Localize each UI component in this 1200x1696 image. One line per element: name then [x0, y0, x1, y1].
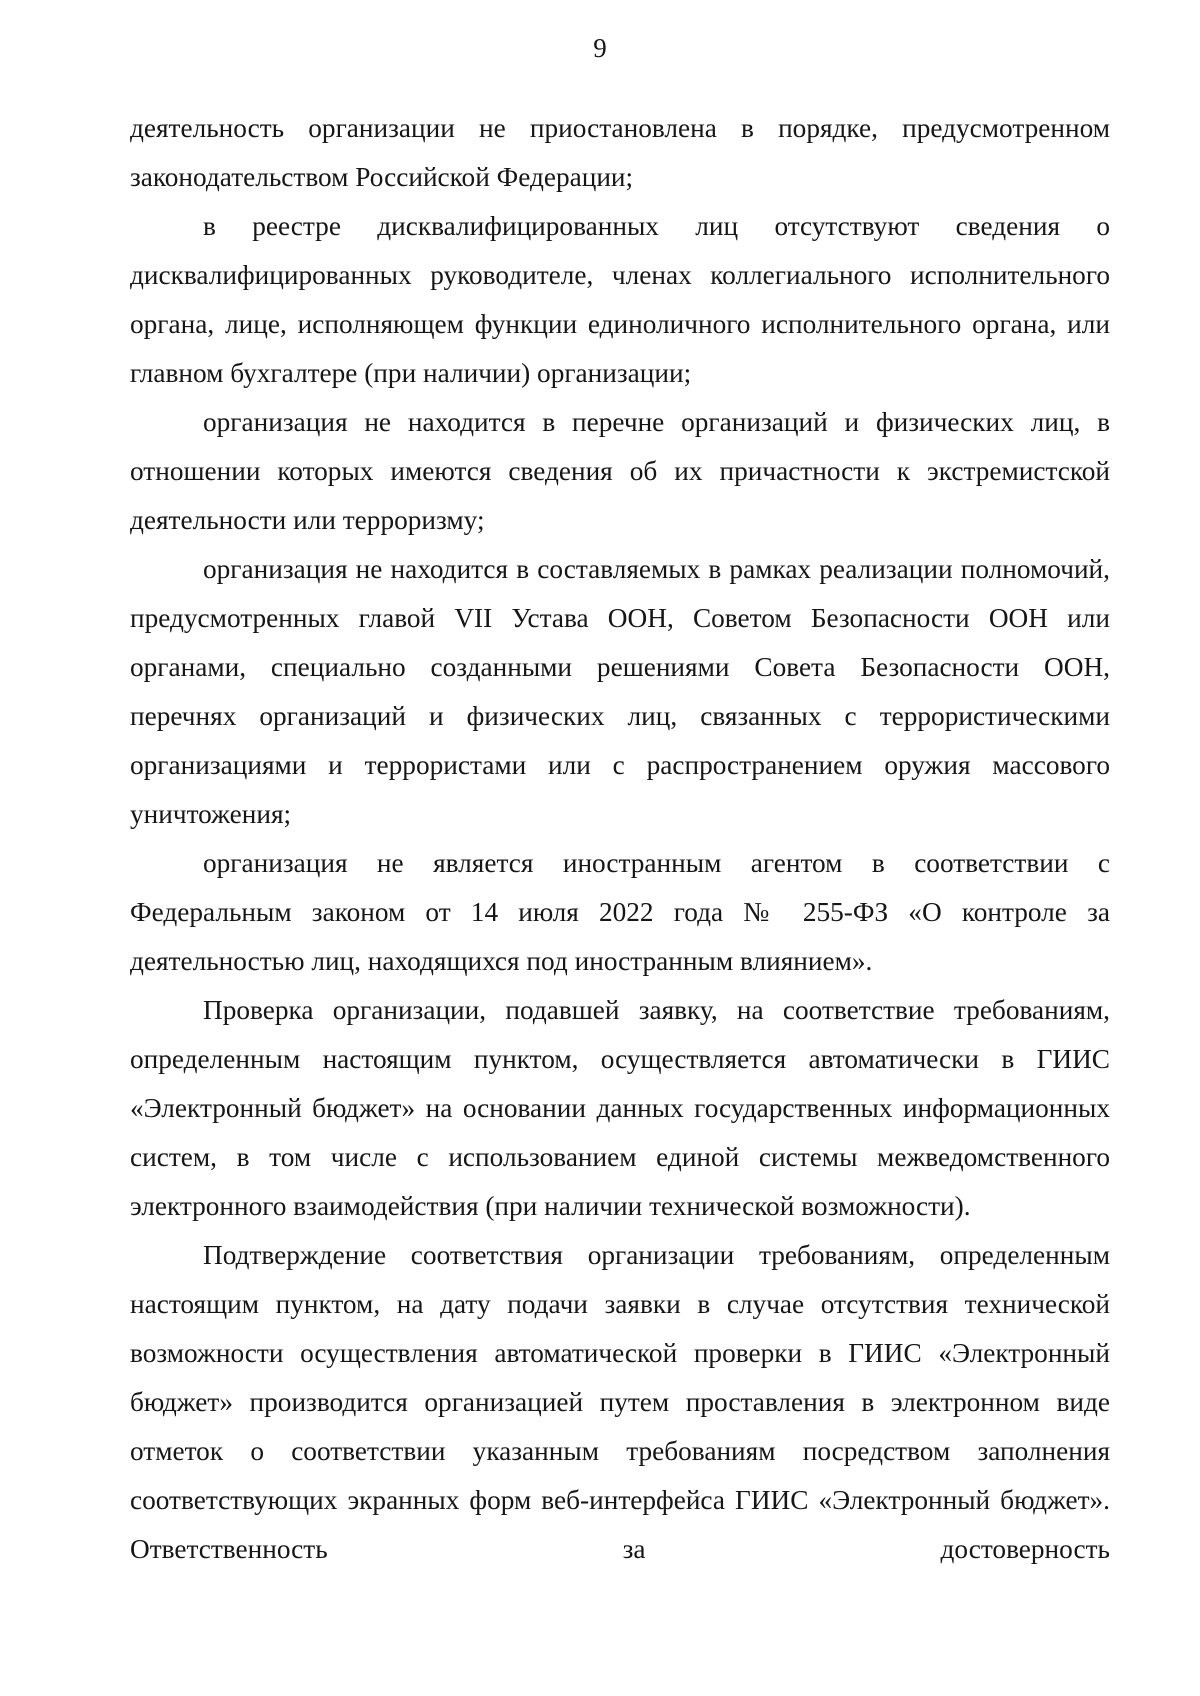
page-number: 9	[593, 33, 607, 63]
paragraph-6: Проверка организации, подавшей заявку, на соответствие требованиям, определенным настоящим пунктом, осуществляется автоматически в ГИИС «Электронный бюджет» на основании данных государственных информационных систем, в том числе с использованием единой системы межведомственного электронного взаимодействия (при наличии технической возможности).	[130, 995, 1110, 1221]
paragraph-3: организация не находится в перечне организаций и физических лиц, в отношении которых имеются сведения об их причастности к экстремистской деятельности или терроризму;	[130, 407, 1110, 535]
paragraph-1: деятельность организации не приостановлена в порядке, предусмотренном законодательством Российской Федерации;	[130, 113, 1110, 192]
paragraph-7: Подтверждение соответствия организации требованиям, определенным настоящим пунктом, на дату подачи заявки в случае отсутствия технической возможности осуществления автоматической проверки в ГИИС «Электронный бюджет» производится организацией путем проставления в электронном виде отметок о соответствии указанным требованиям посредством заполнения соответствующих экранных форм веб-интерфейса ГИИС «Электронный бюджет». Ответственность за достоверность	[130, 1240, 1110, 1564]
document-body	[130, 104, 1110, 1574]
paragraph-4: организация не находится в составляемых в рамках реализации полномочий, предусмотренных главой VII Устава ООН, Советом Безопасности ООН или органами, специально созданными решениями Совета Безопасности ООН, перечнях организаций и физических лиц, связанных с террористическими организациями и террористами или с распространением оружия массового уничтожения;	[130, 554, 1110, 829]
paragraph-5: организация не является иностранным агентом в соответствии с Федеральным законом от 14 июля 2022 года № 255-ФЗ «О контроле за деятельностью лиц, находящихся под иностранным влиянием».	[130, 848, 1110, 976]
paragraph-2: в реестре дисквалифицированных лиц отсутствуют сведения о дисквалифицированных руководителе, членах коллегиального исполнительного органа, лице, исполняющем функции единоличного исполнительного органа, или главном бухгалтере (при наличии) организации;	[130, 211, 1110, 388]
